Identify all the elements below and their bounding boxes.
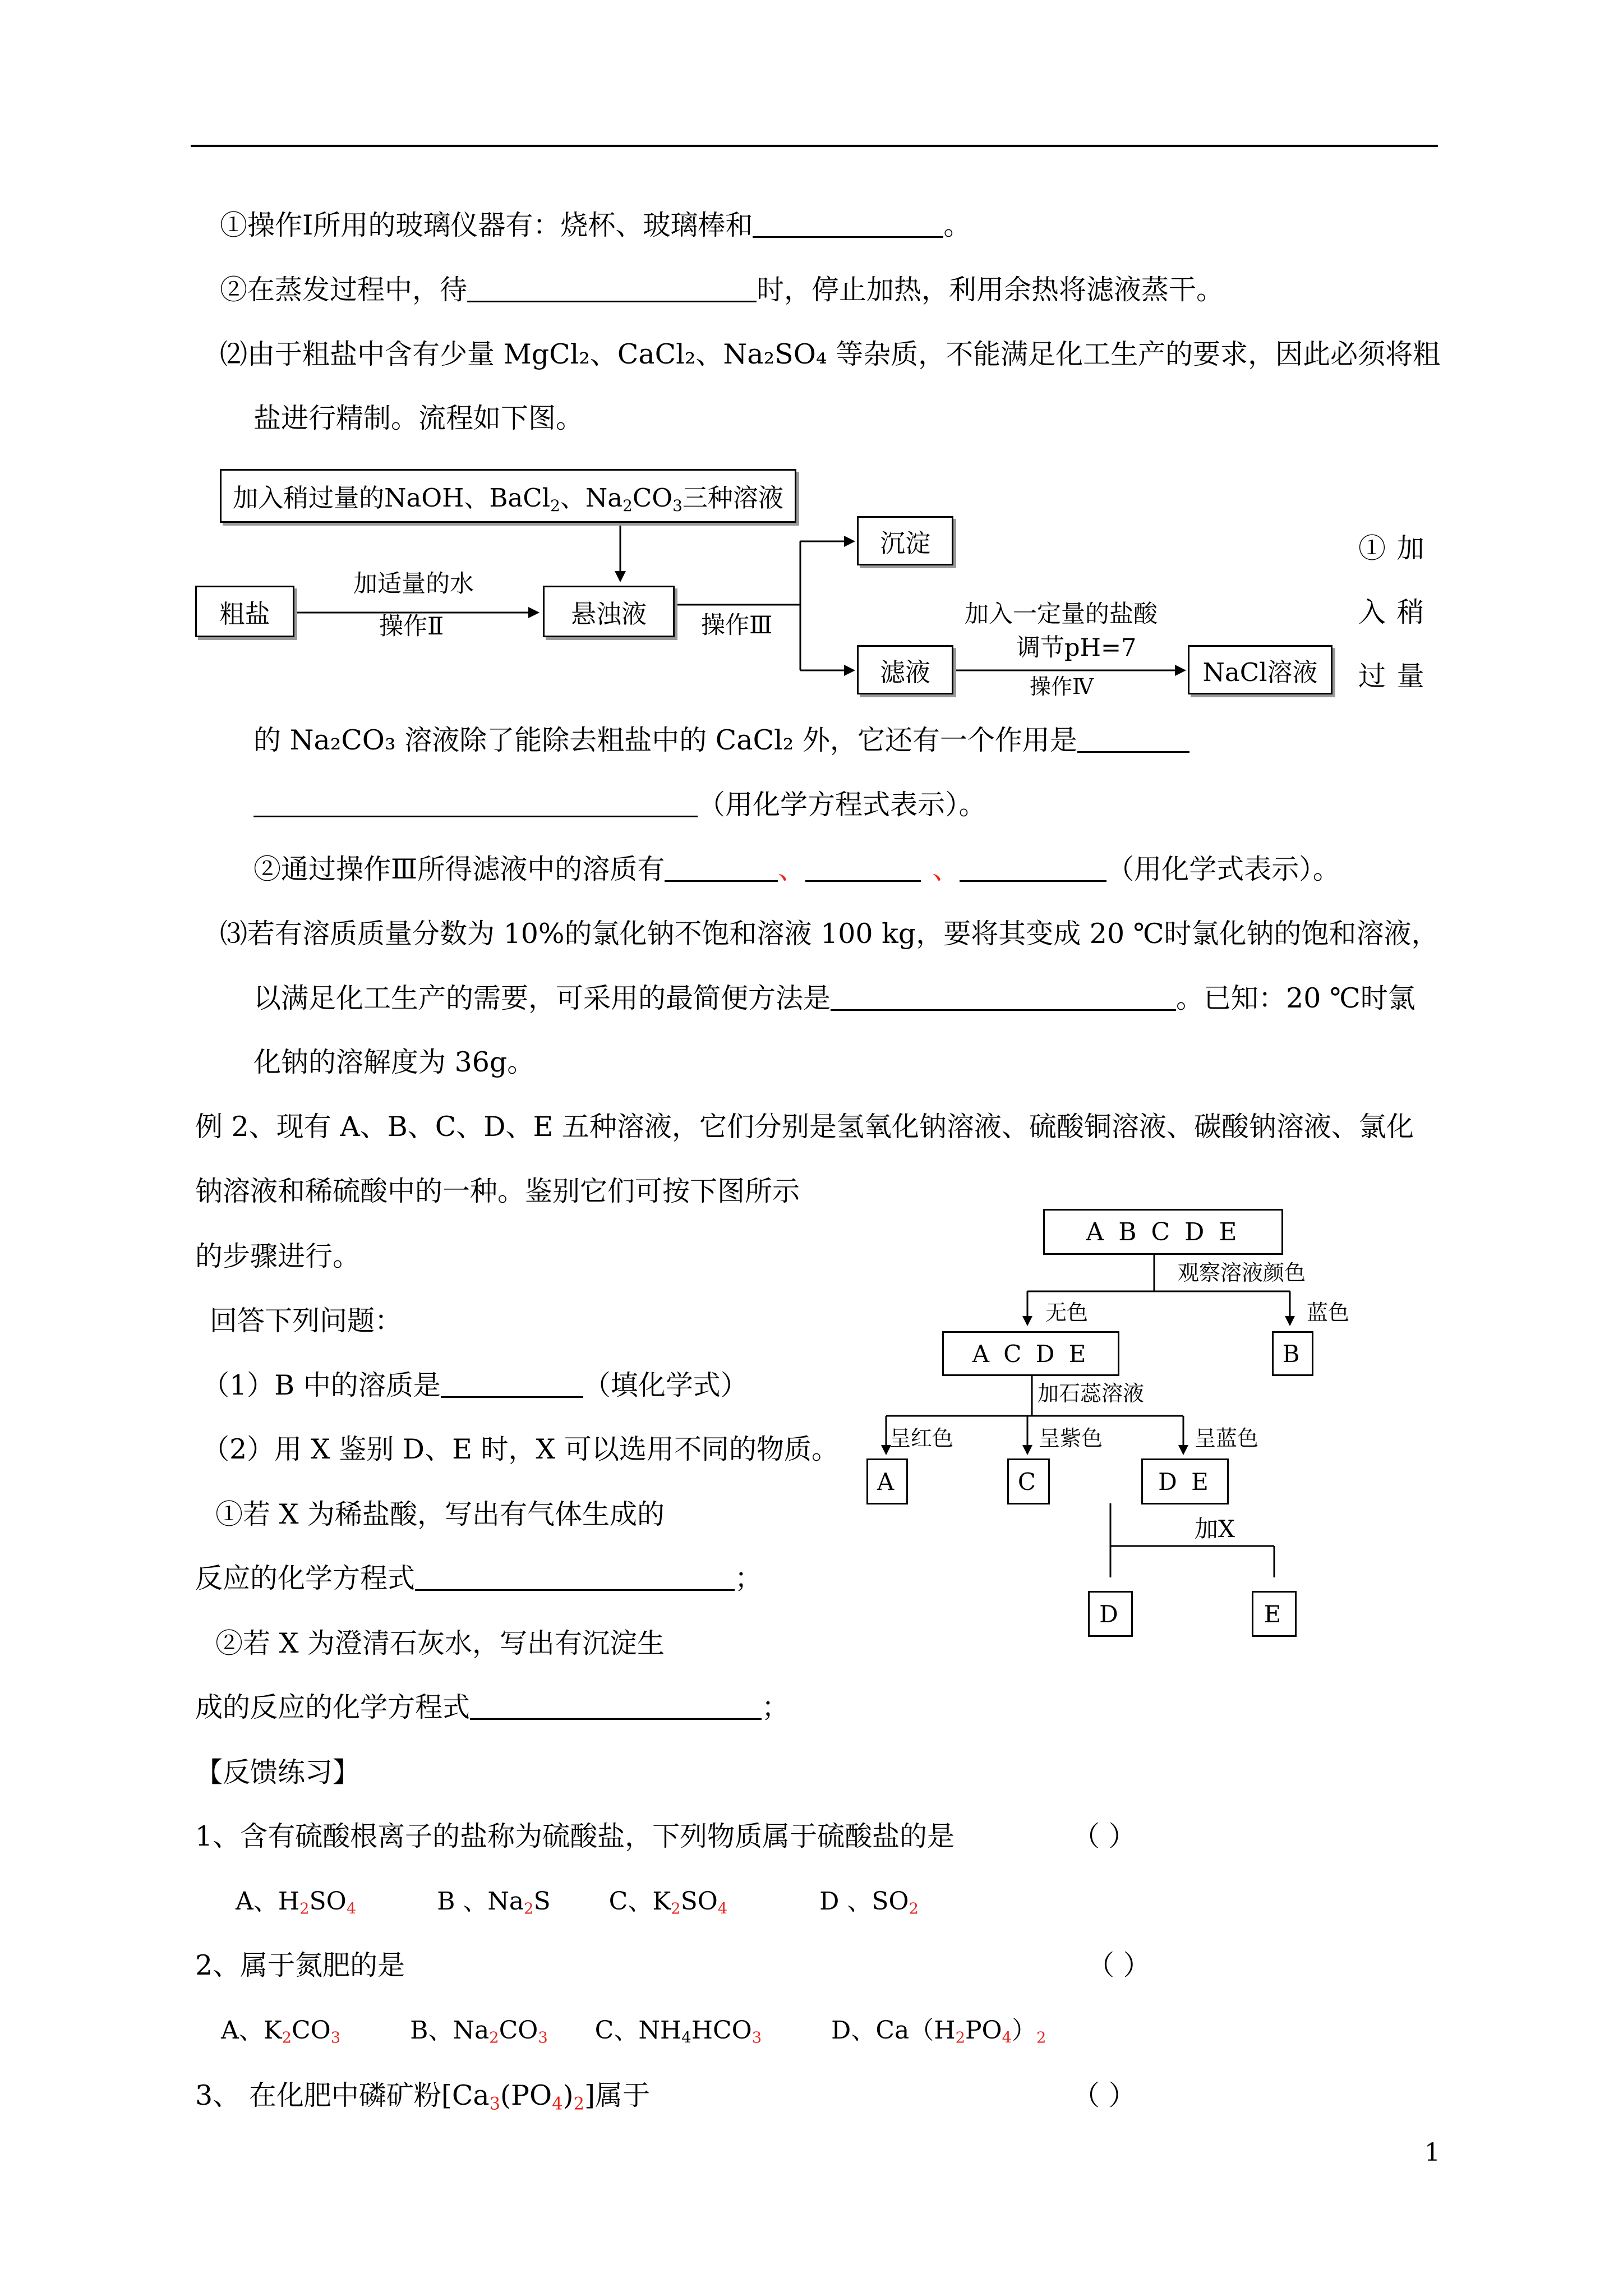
- add-hcl-label: 加入一定量的盐酸: [965, 600, 1158, 628]
- adjust-ph-label: 调节pH=7: [1016, 634, 1137, 662]
- op3-label: 操作Ⅲ: [701, 611, 773, 639]
- op2-label: 操作Ⅱ: [379, 613, 444, 641]
- precipitate-box: 沉淀: [857, 516, 953, 565]
- d-box: D: [1088, 1591, 1133, 1637]
- q2-side-2: 入 稍: [1358, 596, 1426, 628]
- observe-label: 观察溶液颜色: [1178, 1260, 1306, 1285]
- ex2-line4: 回答下列问题：: [210, 1305, 403, 1337]
- q1-item2: ②在蒸发过程中，待 时，停止加热，利用余热将滤液蒸干。: [220, 274, 1224, 306]
- feedback-title: 【反馈练习】: [195, 1756, 361, 1788]
- op4-label: 操作Ⅳ: [1030, 674, 1094, 699]
- ex2-q1: （1）B 中的溶质是 （填化学式）: [202, 1369, 748, 1401]
- q2-line4: （用化学方程式表示）。: [253, 788, 986, 822]
- q3-line2: 以满足化工生产的需要，可采用的最简便方法是 。已知：20 ℃时氯: [253, 982, 1415, 1014]
- a-box: A: [866, 1458, 908, 1504]
- ex2-q2a-line2: 反应的化学方程式 ；: [195, 1562, 763, 1594]
- feedback-q1-paren[interactable]: （ ）: [1072, 1820, 1136, 1852]
- acde-box: A C D E: [942, 1331, 1119, 1376]
- abcde-box: A B C D E: [1043, 1209, 1283, 1255]
- ex2-q2b: ②若 X 为澄清石灰水，写出有沉淀生: [215, 1627, 665, 1659]
- litmus-label: 加石蕊溶液: [1038, 1381, 1145, 1406]
- purple-label: 呈紫色: [1039, 1426, 1103, 1451]
- answer-blank[interactable]: [470, 1694, 762, 1720]
- add-x-label: 加X: [1195, 1515, 1235, 1543]
- bluish-label: 呈蓝色: [1195, 1426, 1259, 1451]
- q3-line1: ⑶若有溶质质量分数为 10%的氯化钠不饱和溶液 100 kg，要将其变成 20 ℃时氯化钠的饱和溶液，: [220, 918, 1439, 950]
- ex2-q2b-line2: 成的反应的化学方程式 ；: [195, 1691, 790, 1723]
- ex2-q2a: ①若 X 为稀盐酸，写出有气体生成的: [215, 1498, 665, 1530]
- ex2-line1: 例 2、现有 A、B、C、D、E 五种溶液，它们分别是氢氧化钠溶液、硫酸铜溶液、碳酸钠溶液、氯化: [195, 1111, 1414, 1143]
- suspension-box: 悬浊液: [543, 586, 675, 637]
- q2-line3: 的 Na₂CO₃ 溶液除了能除去粗盐中的 CaCl₂ 外，它还有一个作用是: [253, 724, 1189, 757]
- feedback-q2-paren[interactable]: （ ）: [1087, 1949, 1151, 1981]
- e-box: E: [1252, 1591, 1297, 1637]
- feedback-q1-options: A、$H_2SO_4$ B 、$Na_2S$ C、$K_2SO_4$ D 、$SO_2$: [236, 1887, 919, 1918]
- reagent-box: 加入稍过量的NaOH、BaCl$_2$、$Na_2CO_3$三种溶液: [220, 469, 796, 523]
- feedback-q3: 3、 在化肥中磷矿粉$[Ca_3(PO_4)_2]$属于: [195, 2079, 651, 2114]
- de-box: D E: [1141, 1458, 1229, 1504]
- q2-side-3: 过 量: [1358, 660, 1426, 692]
- q1-item1: ①操作Ⅰ所用的玻璃仪器有：烧杯、玻璃棒和 。: [220, 209, 971, 241]
- feedback-q2: 2、属于氮肥的是: [195, 1949, 405, 1981]
- ex2-line3: 的步骤进行。: [195, 1240, 361, 1272]
- feedback-q2-options: A、$K_2CO_3$ B、$Na_2CO_3$ C、$NH_4HCO_3$ D、$Ca(H_2PO_4)_2$: [221, 2016, 1046, 2047]
- b-box: B: [1272, 1331, 1313, 1376]
- q2-line2: 盐进行精制。流程如下图。: [253, 402, 584, 434]
- blue-label: 蓝色: [1307, 1300, 1350, 1325]
- q2-side-1: ① 加: [1358, 532, 1426, 564]
- feedback-q1: 1、含有硫酸根离子的盐称为硫酸盐，下列物质属于硫酸盐的是: [195, 1820, 955, 1852]
- red-label: 呈红色: [889, 1426, 954, 1451]
- add-water-label: 加适量的水: [353, 570, 474, 598]
- colorless-label: 无色: [1045, 1300, 1089, 1325]
- c-box: C: [1007, 1458, 1050, 1504]
- crude-salt-box: 粗盐: [195, 586, 294, 637]
- ex2-q2: （2）用 X 鉴别 D、E 时，X 可以选用不同的物质。: [202, 1433, 839, 1465]
- q2-line1: ⑵由于粗盐中含有少量 MgCl₂、CaCl₂、Na₂SO₄ 等杂质，不能满足化工生产的要求，因此必须将粗: [220, 338, 1441, 370]
- q2-line5: ②通过操作Ⅲ所得滤液中的溶质有 、 、 （用化学式表示）。: [253, 853, 1340, 885]
- nacl-box: NaCl溶液: [1188, 645, 1332, 694]
- ex2-line2: 钠溶液和稀硫酸中的一种。鉴别它们可按下图所示: [195, 1175, 800, 1207]
- q3-line3: 化钠的溶解度为 36g。: [253, 1046, 535, 1078]
- filtrate-box: 滤液: [857, 645, 953, 694]
- feedback-q3-paren[interactable]: （ ）: [1072, 2079, 1136, 2111]
- page-number: 1: [1424, 2138, 1440, 2167]
